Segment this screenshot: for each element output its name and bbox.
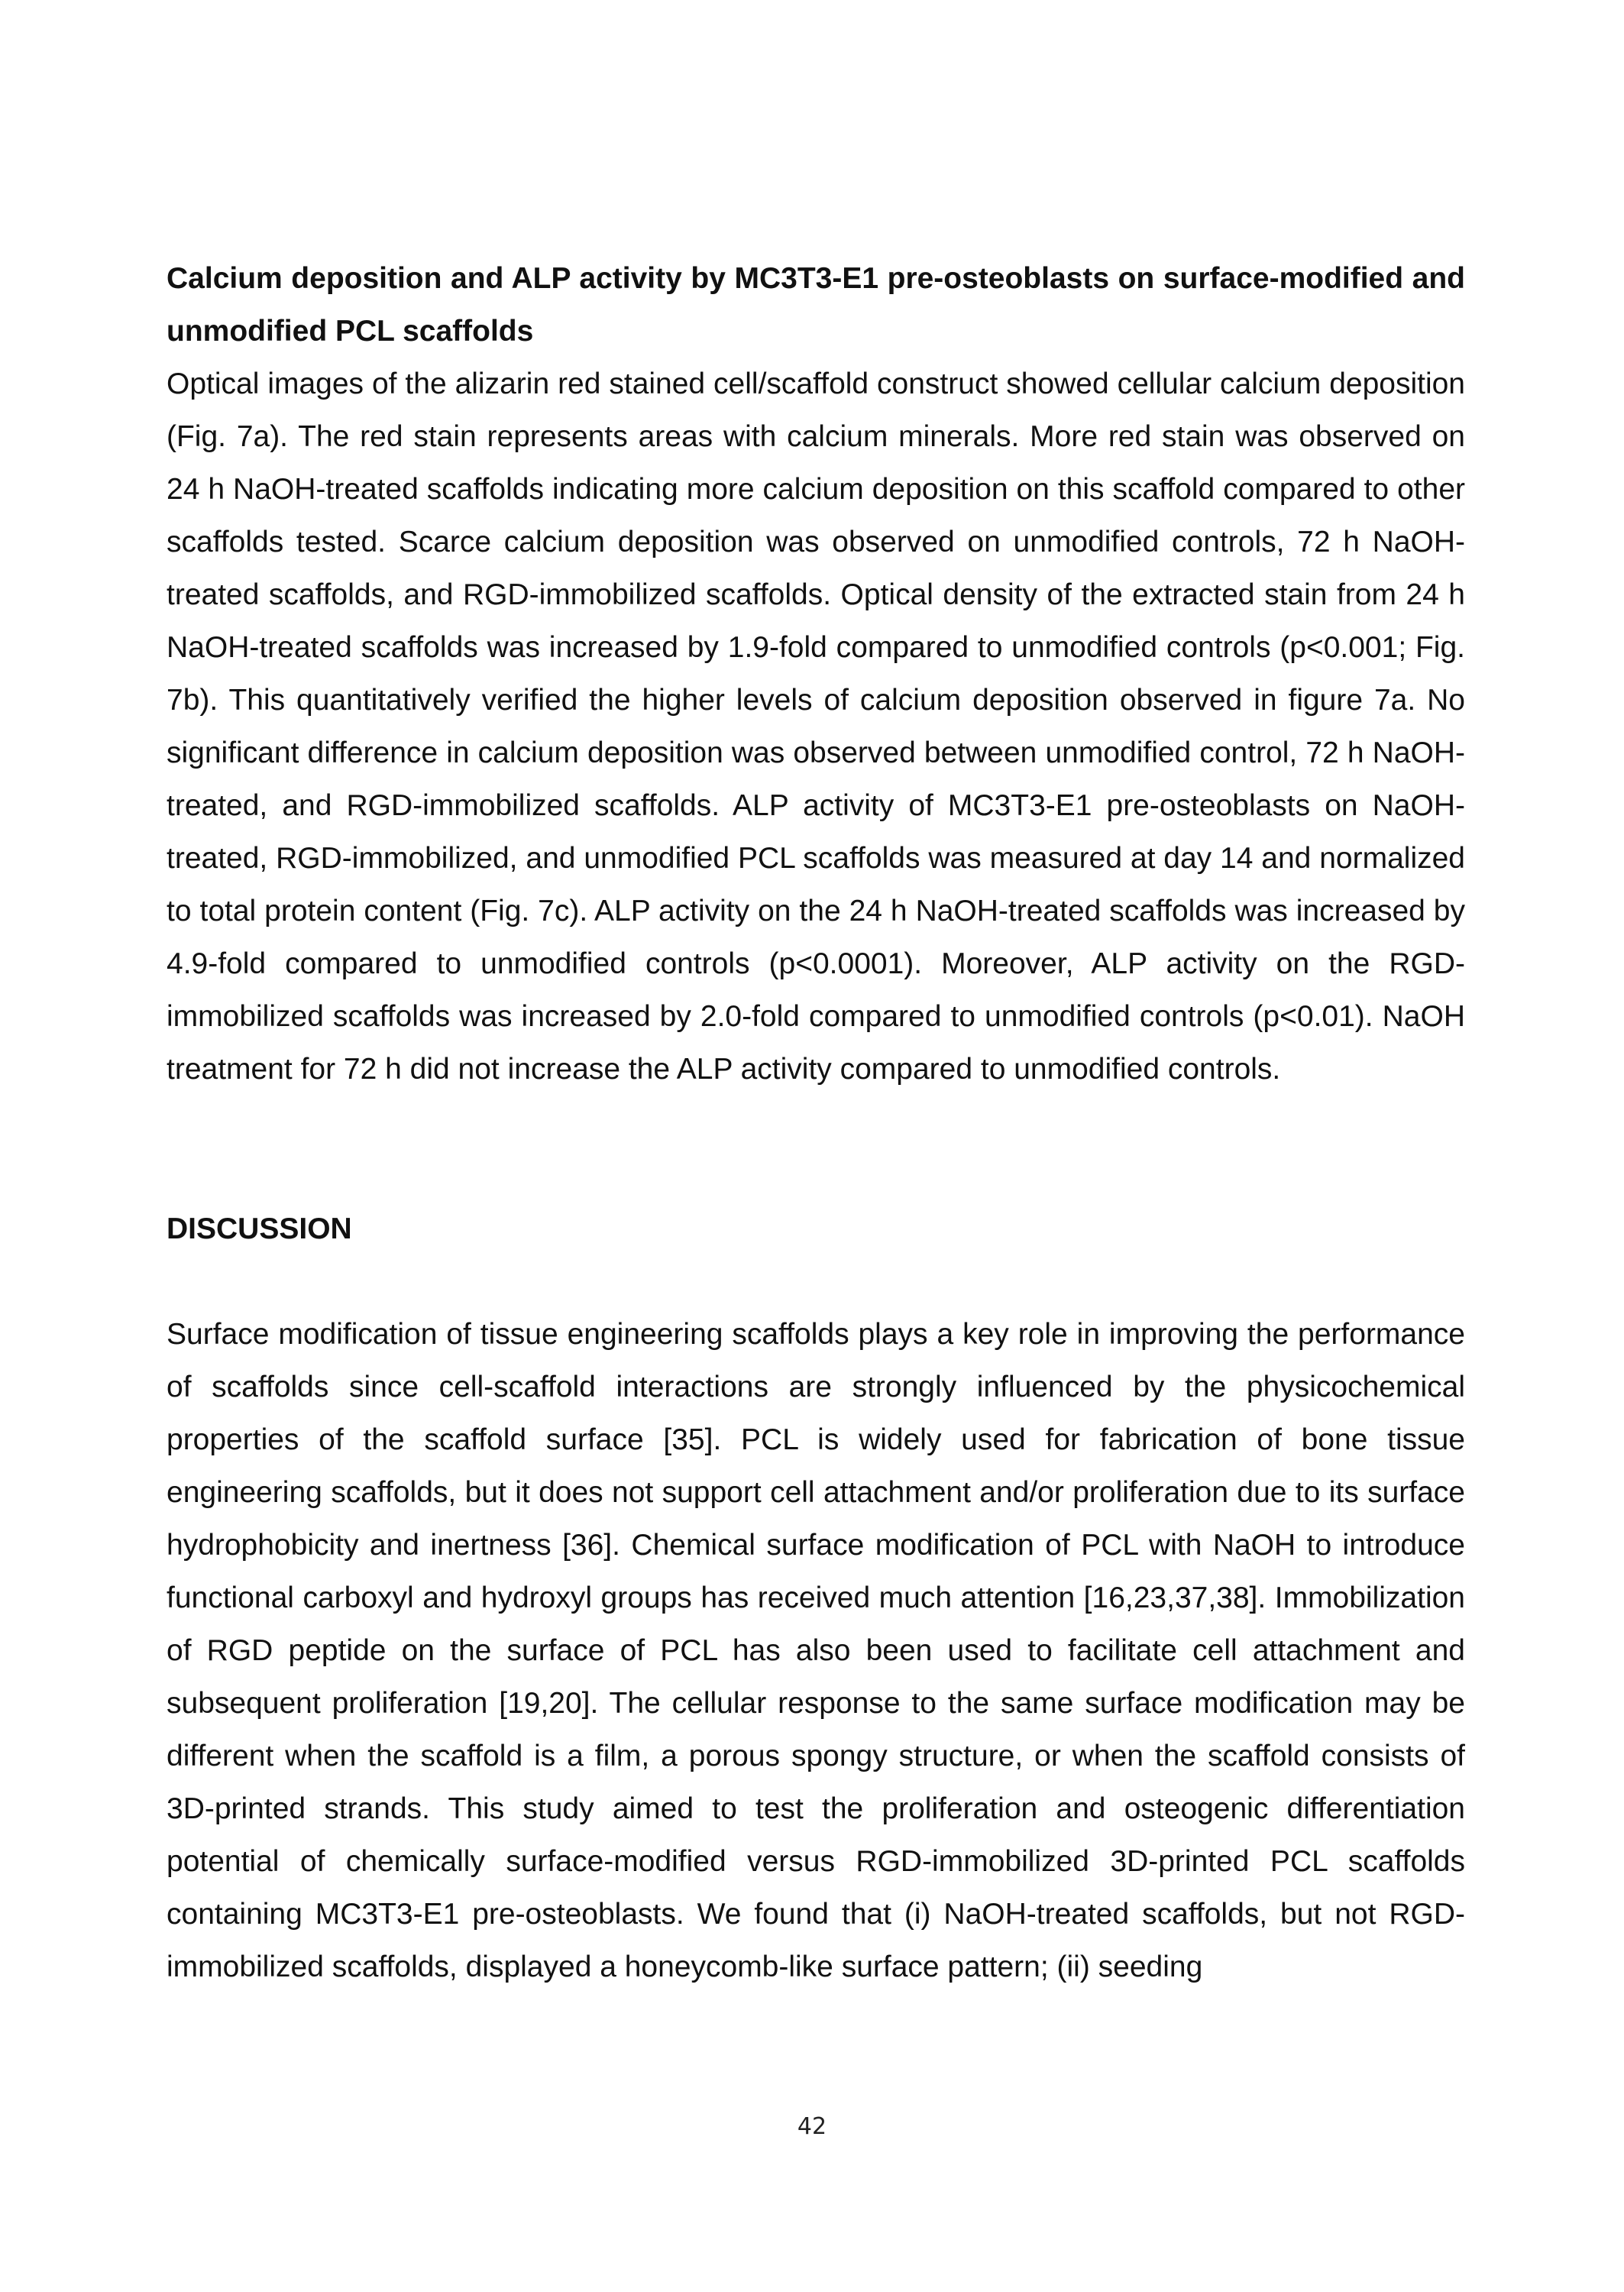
heading-spacer bbox=[167, 1255, 1465, 1308]
discussion-paragraph: Surface modification of tissue engineering scaffolds plays a key role in improving the performance of scaffolds since cell-scaffold interactions are strongly influenced by the physicochemical properties of the scaffold surface [35]. PCL is widely used for fabrication of bone tissue engineering scaffolds, but it does not support cell attachment and/or proliferation due to its surface hydrophobicity and inertness [36]. Chemical surface modification of PCL with NaOH to introduce functional carboxyl and hydroxyl groups has received much attention [16,23,37,38]. Immobilization of RGD peptide on the surface of PCL has also been used to facilitate cell attachment and subsequent proliferation [19,20]. The cellular response to the same surface modification may be different when the scaffold is a film, a porous spongy structure, or when the scaffold consists of 3D-printed strands. This study aimed to test the proliferation and osteogenic differentiation potential of chemically surface-modified versus RGD-immobilized 3D-printed PCL scaffolds containing MC3T3-E1 pre-osteoblasts. We found that (i) NaOH-treated scaffolds, but not RGD-immobilized scaffolds, displayed a honeycomb-like surface pattern; (ii) seeding bbox=[167, 1318, 1465, 1983]
section-spacer bbox=[167, 1096, 1465, 1203]
page-number: 42 bbox=[797, 2113, 827, 2140]
results-paragraph: Optical images of the alizarin red stained cell/scaffold construct showed cellular calcium deposition (Fig. 7a). The red stain represents areas with calcium minerals. More red stain was observed on 24 h NaOH-treated scaffolds indicating more calcium deposition on this scaffold compared to other scaffolds tested. Scarce calcium deposition was observed on unmodified controls, 72 h NaOH-treated scaffolds, and RGD-immobilized scaffolds. Optical density of the extracted stain from 24 h NaOH-treated scaffolds was increased by 1.9-fold compared to unmodified controls (p<0.001; Fig. 7b). This quantitatively verified the higher levels of calcium deposition observed in figure 7a. No significant difference in calcium deposition was observed between unmodified control, 72 h NaOH-treated, and RGD-immobilized scaffolds. ALP activity of MC3T3-E1 pre-osteoblasts on NaOH-treated, RGD-immobilized, and unmodified PCL scaffolds was measured at day 14 and normalized to total protein content (Fig. 7c). ALP activity on the 24 h NaOH-treated scaffolds was increased by 4.9-fold compared to unmodified controls (p<0.0001). Moreover, ALP activity on the RGD-immobilized scaffolds was increased by 2.0-fold compared to unmodified controls (p<0.01). NaOH treatment for 72 h did not increase the ALP activity compared to unmodified controls. bbox=[167, 367, 1465, 1086]
section-title: Calcium deposition and ALP activity by MC3T3-E1 pre-osteoblasts on surface-modified and unmodified PCL scaffolds bbox=[167, 262, 1465, 348]
page-content bbox=[167, 252, 1465, 1993]
discussion-heading: DISCUSSION bbox=[167, 1212, 352, 1245]
